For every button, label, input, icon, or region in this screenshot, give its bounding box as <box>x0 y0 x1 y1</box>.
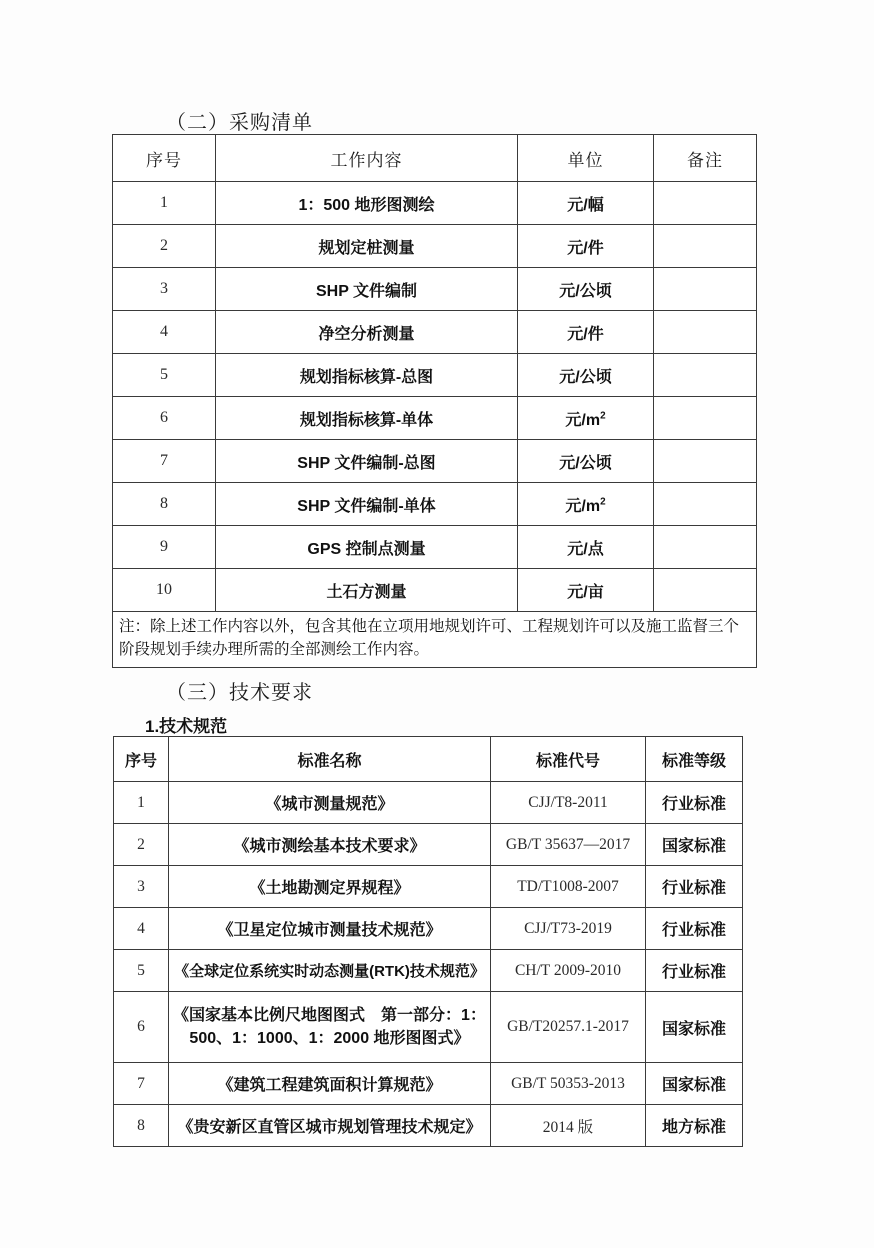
row-content: 土石方测量 <box>216 569 518 612</box>
column-header-unit: 单位 <box>518 135 654 182</box>
column-header-name: 标准名称 <box>169 737 491 782</box>
row-content: SHP 文件编制 <box>216 268 518 311</box>
row-level: 国家标准 <box>646 824 743 866</box>
row-name: 《全球定位系统实时动态测量(RTK)技术规范》 <box>169 950 491 992</box>
table-header-row <box>114 737 743 782</box>
table-row <box>114 908 743 950</box>
row-code: GB/T 50353-2013 <box>491 1063 646 1105</box>
table-row <box>114 866 743 908</box>
row-remark <box>654 182 757 225</box>
row-name: 《卫星定位城市测量技术规范》 <box>169 908 491 950</box>
row-unit: 元/点 <box>518 526 654 569</box>
row-remark <box>654 397 757 440</box>
column-header-no: 序号 <box>113 135 216 182</box>
column-header-level: 标准等级 <box>646 737 743 782</box>
row-unit <box>518 483 654 526</box>
table-row <box>113 182 757 225</box>
row-content: 规划定桩测量 <box>216 225 518 268</box>
row-no: 10 <box>113 569 216 612</box>
row-unit: 元/公顷 <box>518 354 654 397</box>
row-level: 行业标准 <box>646 908 743 950</box>
row-unit: 元/件 <box>518 311 654 354</box>
row-name: 《城市测量规范》 <box>169 782 491 824</box>
row-no: 3 <box>114 866 169 908</box>
row-no: 4 <box>113 311 216 354</box>
row-no: 1 <box>113 182 216 225</box>
row-code: GB/T20257.1-2017 <box>491 992 646 1063</box>
column-header-remark: 备注 <box>654 135 757 182</box>
table-row <box>114 950 743 992</box>
table-header-row <box>113 135 757 182</box>
table-row <box>113 569 757 612</box>
subsection-heading-spec: 1.技术规范 <box>145 717 228 736</box>
section-heading-technical: （三）技术要求 <box>166 682 313 704</box>
table-row <box>114 992 743 1063</box>
technical-standards-table <box>113 736 743 1147</box>
row-code: 2014 版 <box>491 1105 646 1147</box>
row-unit: 元/幅 <box>518 182 654 225</box>
row-level: 国家标准 <box>646 1063 743 1105</box>
row-no: 7 <box>113 440 216 483</box>
row-level: 行业标准 <box>646 866 743 908</box>
row-code: CH/T 2009-2010 <box>491 950 646 992</box>
row-no: 6 <box>113 397 216 440</box>
row-no: 2 <box>113 225 216 268</box>
row-remark <box>654 483 757 526</box>
row-unit: 元/公顷 <box>518 268 654 311</box>
row-code: GB/T 35637—2017 <box>491 824 646 866</box>
row-code: TD/T1008-2007 <box>491 866 646 908</box>
unit-superscript: 2 <box>600 410 606 422</box>
row-level: 行业标准 <box>646 782 743 824</box>
row-unit: 元/亩 <box>518 569 654 612</box>
row-unit <box>518 397 654 440</box>
column-header-no: 序号 <box>114 737 169 782</box>
row-no: 4 <box>114 908 169 950</box>
row-name <box>169 992 491 1063</box>
row-remark <box>654 440 757 483</box>
table-row <box>114 824 743 866</box>
row-remark <box>654 268 757 311</box>
row-content: 1：500 地形图测绘 <box>216 182 518 225</box>
row-remark <box>654 354 757 397</box>
procurement-list-table <box>112 134 757 668</box>
row-name-line1: 《国家基本比例尺地图图式 第一部分：1： <box>173 1006 486 1024</box>
row-remark <box>654 225 757 268</box>
table-row <box>113 268 757 311</box>
row-remark <box>654 569 757 612</box>
table-row <box>114 1105 743 1147</box>
row-no: 8 <box>114 1105 169 1147</box>
row-level: 地方标准 <box>646 1105 743 1147</box>
table-row <box>114 1063 743 1105</box>
row-remark <box>654 311 757 354</box>
table-row <box>113 354 757 397</box>
table-row <box>114 782 743 824</box>
row-content: GPS 控制点测量 <box>216 526 518 569</box>
table-row <box>113 526 757 569</box>
column-header-content: 工作内容 <box>216 135 518 182</box>
unit-base: 元/m <box>565 411 601 429</box>
row-name: 《贵安新区直管区城市规划管理技术规定》 <box>169 1105 491 1147</box>
row-no: 3 <box>113 268 216 311</box>
row-no: 1 <box>114 782 169 824</box>
table-row <box>113 225 757 268</box>
row-name: 《城市测绘基本技术要求》 <box>169 824 491 866</box>
table-row <box>113 397 757 440</box>
row-no: 5 <box>113 354 216 397</box>
unit-base: 元/m <box>565 497 601 515</box>
row-no: 7 <box>114 1063 169 1105</box>
section-heading-procurement: （二）采购清单 <box>166 112 313 134</box>
row-name: 《土地勘测定界规程》 <box>169 866 491 908</box>
row-no: 9 <box>113 526 216 569</box>
row-content: 规划指标核算-总图 <box>216 354 518 397</box>
row-content: 净空分析测量 <box>216 311 518 354</box>
column-header-code: 标准代号 <box>491 737 646 782</box>
row-name: 《建筑工程建筑面积计算规范》 <box>169 1063 491 1105</box>
row-no: 8 <box>113 483 216 526</box>
row-no: 5 <box>114 950 169 992</box>
procurement-note: 注：除上述工作内容以外，包含其他在立项用地规划许可、工程规划许可以及施工监督三个阶段规划手续办理所需的全部测绘工作内容。 <box>113 612 757 668</box>
row-content: SHP 文件编制-单体 <box>216 483 518 526</box>
row-no: 6 <box>114 992 169 1063</box>
row-level: 行业标准 <box>646 950 743 992</box>
row-code: CJJ/T8-2011 <box>491 782 646 824</box>
row-content: 规划指标核算-单体 <box>216 397 518 440</box>
row-unit: 元/公顷 <box>518 440 654 483</box>
table-row <box>113 440 757 483</box>
row-remark <box>654 526 757 569</box>
row-code: CJJ/T73-2019 <box>491 908 646 950</box>
row-unit: 元/件 <box>518 225 654 268</box>
row-name-line2: 500、1：1000、1：2000 地形图图式》 <box>189 1030 470 1047</box>
table-row <box>113 483 757 526</box>
table-note-row <box>113 612 757 668</box>
row-level: 国家标准 <box>646 992 743 1063</box>
unit-superscript: 2 <box>600 496 606 508</box>
table-row <box>113 311 757 354</box>
row-no: 2 <box>114 824 169 866</box>
row-content: SHP 文件编制-总图 <box>216 440 518 483</box>
